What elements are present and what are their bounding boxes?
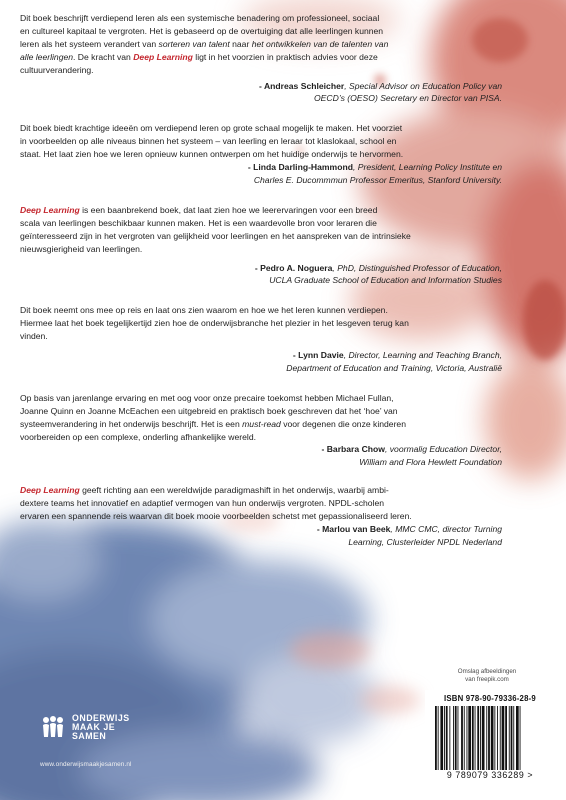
quote-line: Dit boek neemt ons mee op reis en laat ons zien waarom en hoe we het leren kunnen verdiepen. (20, 305, 388, 316)
deep-learning-title: Deep Learning (133, 51, 193, 62)
quote-line: en cultureel kapitaal te vergroten. Het is gebaseerd op de overtuiging dat alle leerlingen kunnen (20, 25, 384, 36)
quote-line: vinden. (20, 331, 48, 342)
quote-line: ervaren een spannende reis waarvan dit boek mooie voorbeelden schetst met gepassionaliseerd leren. (20, 511, 412, 522)
isbn-label: ISBN 978-90-79336-28-9 (444, 694, 536, 703)
quote-line: Hiermee laat het boek tegelijkertijd zien hoe de onderwijsbranche het plezier in het lesgeven terug kan (20, 318, 409, 329)
quote-line: geïnteresseerd zijn in het vergroten van gelijkheid voor leerlingen en het aanspreken van de intrinsieke (20, 230, 411, 241)
quote-attribution: - Pedro A. Noguera, PhD, Distinguished Professor of Education, UCLA Graduate School of Education and Information Studies (254, 262, 502, 286)
quote-line: voorbereiden op een complexe, onderling afhankelijke wereld. (20, 431, 257, 442)
quote-attribution: - Lynn Davie, Director, Learning and Teaching Branch, Department of Education and Training, Victoria, Australië (286, 350, 502, 373)
quote-attribution: - Linda Darling-Hammond, President, Learning Policy Institute en Charles E. Ducommmun Professor Emeritus, Stanford University. (247, 162, 502, 185)
logo-wordmark: ONDERWIJS MAAK JE SAMEN (72, 713, 130, 741)
people-logo-icon (40, 714, 66, 740)
quote-schleicher (20, 12, 502, 105)
quote-line: nieuwsgierigheid van leerlingen. (20, 243, 143, 254)
quote-davie (20, 304, 502, 375)
quote-line: systeemverandering in het onderwijs beschrijft. Het is een must-read voor degenen die onze kinderen (20, 418, 406, 429)
quote-line: Deep Learning geeft richting aan een wereldwijde paradigmashift in het onderwijs, waarbij ambi- (20, 485, 389, 496)
isbn-barcode-box (425, 690, 555, 790)
deep-learning-title: Deep Learning (20, 204, 80, 215)
quote-line: Dit boek biedt krachtige ideeën om verdiepend leren op grote schaal mogelijk te maken. Het voorziet (20, 123, 403, 134)
quote-line: cultuurverandering. (20, 64, 94, 75)
quote-chow (20, 392, 502, 469)
website-url: www.onderwijsmaakjesamen.nl (40, 761, 132, 768)
endorsements (20, 12, 502, 549)
deep-learning-title: Deep Learning (20, 485, 80, 496)
quote-darling-hammond (20, 122, 502, 187)
quote-line: Joanne Quinn en Joanne McEachen een uitgebreid en praktisch boek geschreven dat het ‘hoe’ van (20, 405, 398, 416)
quote-line: leren als het systeem verandert van sorteren van talent naar het ontwikkelen van de talenten van (20, 38, 389, 49)
quote-line: Op basis van jarenlange ervaring en met oog voor onze precaire toekomst hebben Michael Fullan, (20, 392, 394, 403)
quote-attribution: - Andreas Schleicher, Special Advisor on Education Policy van OECD’s (OESO) Secretary en Director van PISA. (259, 80, 502, 104)
quote-line: in voorbeelden op alle niveaus binnen het systeem – van leerling en leraar tot klaslokaal, school en (20, 136, 397, 147)
quote-line: staat. Het laat zien hoe we leren opnieuw kunnen ontwerpen om het huidige onderwijs te hervormen. (20, 149, 404, 160)
quote-attribution: - Marlou van Beek, MMC CMC, director Turning Learning, Clusterleider NPDL Nederland (316, 524, 502, 547)
image-credit: Omslag afbeeldingen van freepik.com (457, 668, 517, 683)
publisher-logo (40, 714, 130, 740)
quote-noguera (20, 204, 502, 287)
barcode-digits: 9 789079 336289 > (446, 770, 534, 780)
quote-line: scala van leerlingen beschikbaar kunnen maken. Het is een waardevolle bron voor leraren die (20, 217, 377, 228)
barcode-icon (433, 706, 549, 772)
quote-line: dextere teams het innovatief en adaptief vermogen van hun onderwijs vergroten. NPDL-scholen (20, 498, 385, 509)
quote-line: Dit boek beschrijft verdiepend leren als een systemische benadering om professioneel, sociaal (20, 13, 380, 23)
quote-van-beek (20, 484, 502, 549)
quote-line: alle leerlingen. De kracht van Deep Learning ligt in het voorzien in praktisch advies voor deze (20, 51, 378, 62)
quote-line: Deep Learning is een baanbrekend boek, dat laat zien hoe we leerervaringen voor een breed (20, 204, 378, 215)
quote-attribution: - Barbara Chow, voormalig Education Director, William and Flora Hewlett Foundation (321, 444, 502, 468)
